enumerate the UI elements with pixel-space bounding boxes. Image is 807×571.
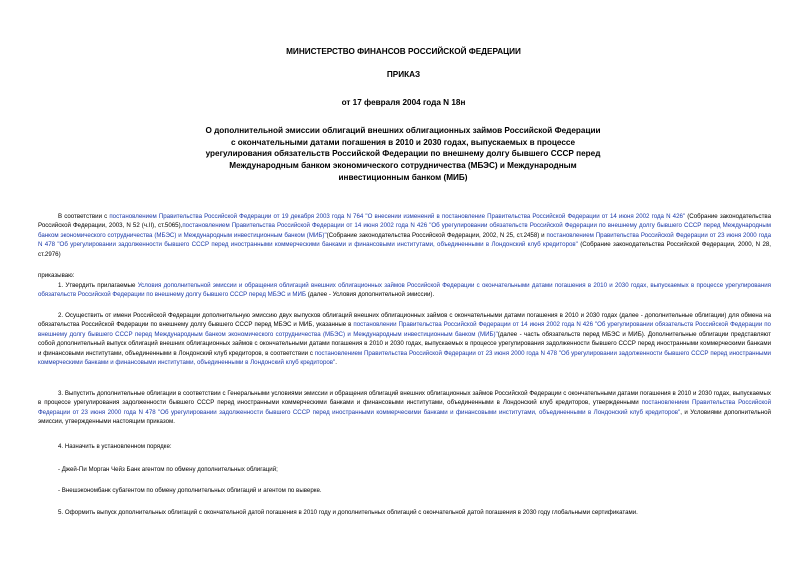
intro-text-3: (Собрание законодательства Российской Федерации, 2002, N 25, ст.2458) и — [326, 231, 547, 239]
paragraph-1 — [38, 281, 771, 300]
link-p3-resolution-478[interactable]: постановлением Правительства Российской Федерации от 23 июня 2000 года N 478 "Об урегулировании задолженности бывшего СССР перед иностранными коммерческими банками и финансовыми институтами, объединенными в Лондонский клуб кредиторов" — [38, 399, 771, 416]
p2-text-2: (далее - часть обязательств перед МБЭС и МИБ). Дополнительные облигации представляют собой дополнительный выпуск облигаций внешних облигационных займов с окончательными датами погашения в 2010 и 2030 годах, выпускаемых в процессе урегулирования задолженности бывшего СССР перед иностранными коммерческими банками и финансовыми институтами, объединенными в Лондонский клуб кредиторов, в соответствии с — [38, 330, 771, 357]
p3-text-2: , и Условиями дополнительной эмиссии, утвержденными настоящим приказом. — [38, 408, 771, 426]
document-type: ПРИКАЗ — [386, 70, 421, 79]
intro-text-2: (Собрание законодательства Российской Федерации, 2003, N 52 (ч.II), ст.5065), — [38, 213, 771, 230]
paragraph-3 — [38, 389, 771, 427]
link-resolution-764[interactable]: постановлением Правительства Российской Федерации от 19 декабря 2003 года N 764 "О внесении изменений в постановление Правительства Российской Федерации от 14 июня 2002 года N 426" — [109, 213, 686, 220]
link-emission-conditions[interactable]: Условия дополнительной эмиссии и обращения облигаций внешних облигационных займов Российской Федерации с окончательными датами погашения в 2010 и 2030 годах, выпускаемых в процессе урегулирования обязательств Российской Федерации по внешнему долгу бывшего СССР перед МБЭС и МИБ — [38, 282, 771, 299]
link-p2-resolution-478[interactable]: постановлением Правительства Российской Федерации от 23 июня 2000 года N 478 "Об урегулировании задолженности бывшего СССР перед иностранными коммерческими банками и финансовыми институтами, объединенными в Лондонский клуб кредиторов" — [38, 349, 771, 367]
paragraph-2 — [38, 311, 771, 367]
link-resolution-478[interactable]: постановлением Правительства Российской Федерации от 23 июня 2000 года N 478 "Об урегулировании задолженности бывшего СССР перед иностранными коммерческими банками и финансовыми институтами, объединенными в Лондонский клуб кредиторов" — [38, 231, 772, 249]
document-date-number: от 17 февраля 2004 года N 18н — [341, 98, 466, 107]
paragraph-5: 5. Оформить выпуск дополнительных облигаций с окончательной датой погашения в 2010 году и дополнительных облигаций с окончательной датой погашения в 2030 году глобальными сертификатами. — [58, 509, 638, 516]
p1-text-2: (далее - Условия дополнительной эмиссии). — [305, 291, 435, 299]
p3-text-1: 3. Выпустить дополнительные облигации в соответствии с Генеральными условиями эмиссии и обращения облигаций внешних облигационных займов Российской Федерации с окончательными датами погашения в 2010 и 2030 годах, выпускаемых в процессе урегулирования задолженности бывшего СССР перед иностранными коммерческими банками и финансовыми институтами, объединенными в Лондонский клуб кредиторов, утвержденными — [38, 390, 771, 407]
ministry-heading: МИНИСТЕРСТВО ФИНАНСОВ РОССИЙСКОЙ ФЕДЕРАЦИИ — [286, 47, 521, 56]
paragraph-4: 4. Назначить в установленном порядке: — [58, 443, 172, 450]
intro-paragraph — [38, 212, 771, 259]
paragraph-4-item-2: - Внешэкономбанк субагентом по обмену дополнительных облигаций и агентом по выверке. — [58, 487, 322, 494]
document-title: О дополнительной эмиссии облигаций внешних облигационных займов Российской Федерации с окончательными датами погашения в 2010 и 2030 годах, выпускаемых в процессе урегулирования обязательств Российской Федерации по внешнему долгу бывшего СССР перед Международным банком экономического сотрудничества (МБЭС) и Международным инвестиционным банком (МИБ) — [205, 126, 601, 182]
link-p2-resolution-426[interactable]: постановлении Правительства Российской Федерации от 14 июня 2002 года N 426 "Об урегулировании обязательств Российской Федерации по внешнему долгу бывшего СССР перед Международным банком экономического сотрудничества (МБЭС) и Международным инвестиционным банком (МИБ)" — [38, 321, 771, 338]
intro-text-1: В соответствии с — [58, 213, 110, 220]
order-word: приказываю: — [38, 272, 75, 279]
p2-text-3: . — [335, 359, 337, 367]
paragraph-4-item-1: - Джей-Пи Морган Чейз Банк агентом по обмену дополнительных облигаций; — [58, 466, 278, 473]
link-resolution-426[interactable]: постановлением Правительства Российской Федерации от 14 июня 2002 года N 426 "Об урегулировании обязательств Российской Федерации по внешнему долгу бывшего СССР перед Международным банком экономического сотрудничества (МБЭС) и Международным инвестиционным банком (МИБ)" — [38, 222, 771, 239]
p1-text-1: 1. Утвердить прилагаемые — [58, 282, 138, 289]
intro-text-4: (Собрание законодательства Российской Федерации, 2000, N 28, ст.2976) — [38, 241, 771, 258]
p2-text-1: 2. Осуществить от имени Российской Федерации дополнительную эмиссию двух выпусков облигаций внешних облигационных займов с окончательными датами погашения в 2010 и 2030 годах (далее - дополнительные облигации) для обмена на обязательства Российской Федерации по внешнему долгу бывшего СССР перед МБЭС и МИБ, указанные в — [38, 312, 771, 329]
